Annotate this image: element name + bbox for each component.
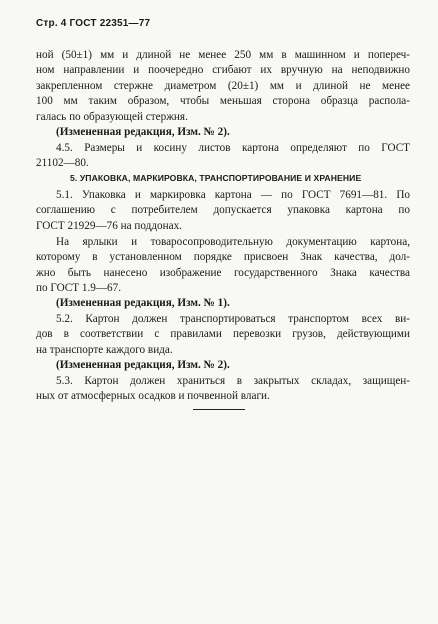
text-line: 5.2. Картон должен транспортироваться транспортом всех ви- <box>56 313 410 325</box>
text-line: ных от атмосферных осадков и почвенной влаги. <box>36 390 270 402</box>
amendment-note: (Измененная редакция, Изм. № 2). <box>56 359 230 371</box>
text-line: дов в соответствии с правилами перевозки грузов, действующими <box>36 328 410 340</box>
text-line: 21102—80. <box>36 157 89 169</box>
text-line: соглашению с потребителем допускается упаковка картона по <box>36 204 410 216</box>
text-line: галась по образующей стержня. <box>36 111 188 123</box>
text-line: на транспорте каждого вида. <box>36 344 173 356</box>
text-line: На ярлыки и товаросопроводительную документацию картона, <box>56 236 410 248</box>
text-line: 5.1. Упаковка и маркировка картона — по ГОСТ 7691—81. По <box>56 189 410 201</box>
text-line: закрепленном стержне диаметром (20±1) мм и длиной не менее <box>36 80 410 92</box>
page-header: Стр. 4 ГОСТ 22351—77 <box>36 18 151 29</box>
text-line: ной (50±1) мм и длиной не менее 250 мм в машинном и попереч- <box>36 49 410 61</box>
end-rule <box>193 409 245 410</box>
text-line: которому в установленном порядке присвоен Знак качества, дол- <box>36 251 410 263</box>
text-line: ном направлении и поочередно сгибают их вручную на неподвижно <box>36 64 410 76</box>
text-line: 4.5. Размеры и косину листов картона определяют по ГОСТ <box>56 142 410 154</box>
text-line: 100 мм таким образом, чтобы меньшая сторона образца распола- <box>36 95 410 107</box>
text-line: 5.3. Картон должен храниться в закрытых складах, защищен- <box>56 375 410 387</box>
amendment-note: (Измененная редакция, Изм. № 1). <box>56 297 230 309</box>
amendment-note: (Измененная редакция, Изм. № 2). <box>56 126 230 138</box>
text-line: по ГОСТ 1.9—67. <box>36 282 122 294</box>
text-line: жно быть нанесено изображение государственного Знака качества <box>36 267 410 279</box>
section-title: 5. УПАКОВКА, МАРКИРОВКА, ТРАНСПОРТИРОВАНИЕ И ХРАНЕНИЕ <box>70 173 362 183</box>
text-line: ГОСТ 21929—76 на поддонах. <box>36 220 182 232</box>
